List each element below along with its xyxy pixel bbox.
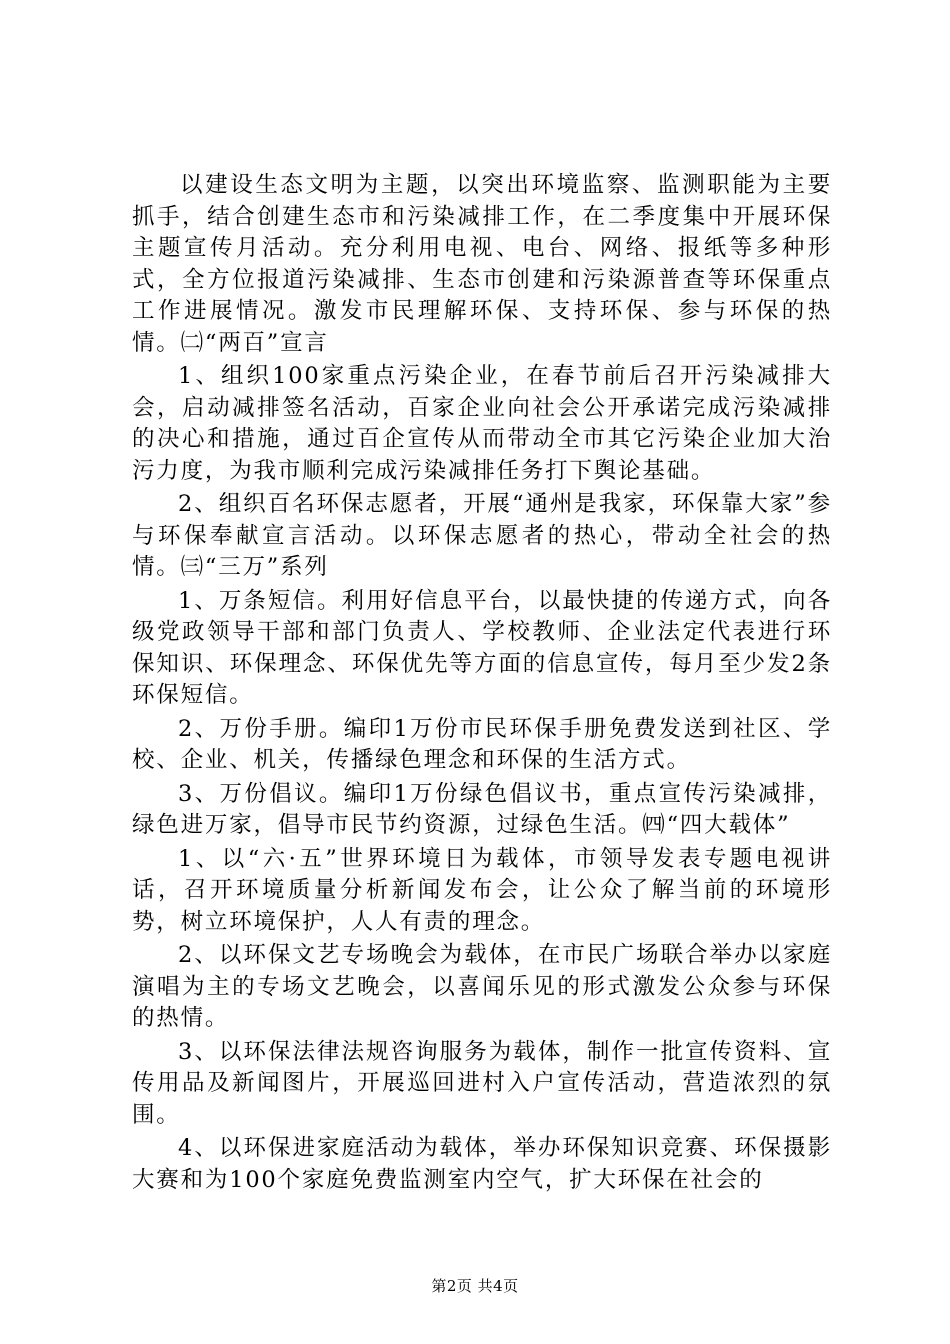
document-body <box>132 170 832 1198</box>
paragraph-three-ten-thousand-3: 3、万份倡议。编印1万份绿色倡议书，重点宣传污染减排，绿色进万家，倡导市民节约资源，过绿色生活。㈣“四大载体” <box>132 780 832 838</box>
paragraph-four-carriers-1: 1、以“六·五”世界环境日为载体，市领导发表专题电视讲话，召开环境质量分析新闻发布会，让公众了解当前的环境形势，树立环境保护，人人有责的理念。 <box>132 845 832 935</box>
page-number-footer: 第2页 共4页 <box>431 1277 519 1295</box>
paragraph-four-carriers-3: 3、以环保法律法规咨询服务为载体，制作一批宣传资料、宣传用品及新闻图片，开展巡回进村入户宣传活动，营造浓烈的氛围。 <box>132 1038 832 1128</box>
paragraph-two-hundred-1: 1、组织100家重点污染企业，在春节前后召开污染减排大会，启动减排签名活动，百家企业向社会公开承诺完成污染减排的决心和措施，通过百企宣传从而带动全市其它污染企业加大治污力度，为我市顺利完成污染减排任务打下舆论基础。 <box>132 363 832 484</box>
paragraph-four-carriers-4: 4、以环保进家庭活动为载体，举办环保知识竞赛、环保摄影大赛和为100个家庭免费监测室内空气，扩大环保在社会的 <box>132 1135 832 1193</box>
paragraph-three-ten-thousand-1: 1、万条短信。利用好信息平台，以最快捷的传递方式，向各级党政领导干部和部门负责人、学校教师、企业法定代表进行环保知识、环保理念、环保优先等方面的信息宣传，每月至少发2条环保短信。 <box>132 587 832 708</box>
paragraph-four-carriers-2: 2、以环保文艺专场晚会为载体，在市民广场联合举办以家庭演唱为主的专场文艺晚会，以喜闻乐见的形式激发公众参与环保的热情。 <box>132 942 832 1031</box>
paragraph-intro: 以建设生态文明为主题，以突出环境监察、监测职能为主要抓手，结合创建生态市和污染减排工作，在二季度集中开展环保主题宣传月活动。充分利用电视、电台、网络、报纸等多种形式，全方位报道污染减排、生态市创建和污染源普查等环保重点工作进展情况。激发市民理解环保、支持环保、参与环保的热情。㈡“两百”宣言 <box>132 172 832 356</box>
paragraph-two-hundred-2: 2、组织百名环保志愿者，开展“通州是我家，环保靠大家”参与环保奉献宣言活动。以环保志愿者的热心，带动全社会的热情。㈢“三万”系列 <box>132 491 832 580</box>
paragraph-three-ten-thousand-2: 2、万份手册。编印1万份市民环保手册免费发送到社区、学校、企业、机关，传播绿色理念和环保的生活方式。 <box>132 715 832 773</box>
